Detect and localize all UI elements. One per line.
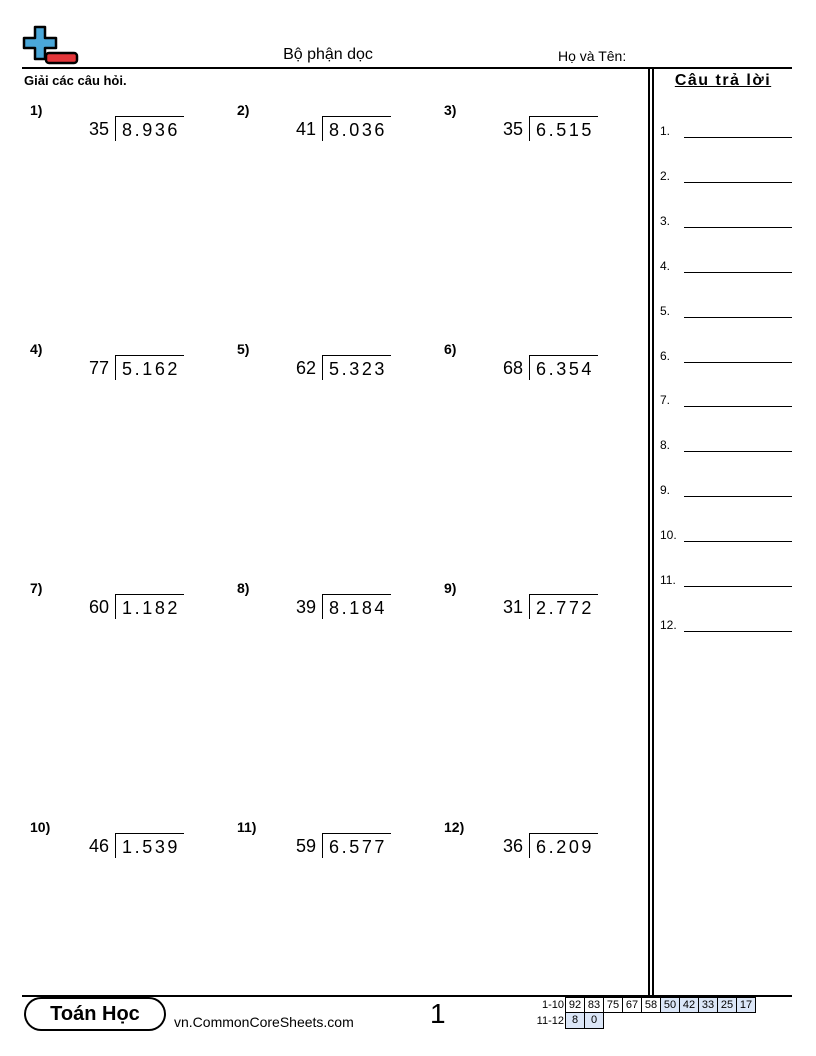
answer-row-10 [660,528,792,544]
divisor: 41 [295,119,316,139]
instructions: Giải các câu hỏi. [24,73,127,88]
name-field-label: Họ và Tên: [558,48,627,64]
answer-row-9 [660,483,792,499]
dividend: 8.036 [322,116,391,141]
answer-number: 10. [660,528,677,543]
answer-blank-line[interactable] [684,496,792,497]
answer-blank-line[interactable] [684,541,792,542]
problem-10 [30,819,230,879]
problem-number: 12) [444,819,465,835]
answer-blank-line[interactable] [684,317,792,318]
score-range-label: 11-12 [536,1015,564,1027]
answer-number: 5. [660,303,671,318]
dividend: 6.577 [322,833,391,858]
answer-blank-line[interactable] [684,182,792,183]
score-table [530,997,756,1029]
answer-number: 8. [660,438,671,453]
score-cell: 67 [622,997,642,1013]
answer-number: 12. [660,617,677,632]
answer-number: 11. [660,573,676,587]
problem-11 [237,819,437,879]
answer-blank-line[interactable] [684,586,792,587]
divisor: 39 [295,597,316,617]
header-divider [22,67,792,69]
score-cell: 0 [584,1013,604,1029]
answer-row-5 [660,304,792,320]
problem-4 [30,341,230,401]
problem-number: 9) [444,580,457,596]
answer-number: 2. [660,168,671,183]
answer-blank-line[interactable] [684,227,792,228]
divisor: 35 [88,119,109,139]
answer-blank-line[interactable] [684,137,792,138]
divisor: 68 [502,358,523,378]
answer-row-8 [660,438,792,454]
answer-row-3 [660,214,792,230]
answer-number: 3. [660,213,671,228]
problem-2 [237,102,437,162]
score-cell: 83 [584,997,604,1013]
dividend: 6.354 [529,355,598,380]
score-cell: 17 [736,997,756,1013]
answer-row-1 [660,124,792,140]
problem-number: 8) [237,580,250,596]
answer-row-11 [660,573,792,589]
dividend: 6.515 [529,116,598,141]
score-row [530,997,756,1013]
answer-blank-line[interactable] [684,272,792,273]
problem-3 [444,102,644,162]
problem-number: 1) [30,102,43,118]
answer-row-2 [660,169,792,185]
problem-number: 11) [237,819,257,835]
answer-column-divider [648,67,650,995]
answer-row-12 [660,618,792,634]
score-cell: 50 [660,997,680,1013]
answer-row-4 [660,259,792,275]
answer-number: 1. [660,124,671,138]
answer-blank-line[interactable] [684,362,792,363]
problem-number: 7) [30,580,43,596]
answer-number: 4. [660,258,671,273]
answer-blank-line[interactable] [684,631,792,632]
dividend: 5.162 [115,355,184,380]
problem-number: 6) [444,341,457,357]
problem-6 [444,341,644,401]
dividend: 6.209 [529,833,598,858]
divisor: 36 [502,836,523,856]
problem-number: 5) [237,341,250,357]
divisor: 62 [295,358,316,378]
problem-number: 4) [30,341,43,357]
dividend: 1.182 [115,594,184,619]
divisor: 59 [295,836,316,856]
score-cell: 75 [603,997,623,1013]
answer-blank-line[interactable] [684,451,792,452]
page-number: 1 [430,998,446,1029]
problem-number: 3) [444,102,457,118]
answer-blank-line[interactable] [684,406,792,407]
dividend: 1.539 [115,833,184,858]
score-range-label: 1-10 [541,999,564,1011]
divisor: 46 [88,836,109,856]
problem-12 [444,819,644,879]
answer-key-title: Câu trả lời [674,72,772,89]
divisor: 31 [502,597,523,617]
score-cell: 33 [698,997,718,1013]
answer-row-6 [660,349,792,365]
answer-number: 6. [660,348,671,363]
dividend: 8.184 [322,594,391,619]
dividend: 2.772 [529,594,598,619]
brand-label: Toán Học [26,999,164,1029]
dividend: 8.936 [115,116,184,141]
problem-7 [30,580,230,640]
score-cell: 8 [565,1013,585,1029]
score-row [530,1013,756,1029]
divisor: 77 [88,358,109,378]
site-url: vn.CommonCoreSheets.com [174,1014,354,1030]
answer-number: 7. [660,393,671,408]
score-cell: 92 [565,997,585,1013]
brand-badge [24,997,166,1031]
problem-number: 10) [30,819,51,835]
dividend: 5.323 [322,355,391,380]
problem-1 [30,102,230,162]
divisor: 35 [502,119,523,139]
score-cell: 58 [641,997,661,1013]
divisor: 60 [88,597,109,617]
answer-column-divider [652,67,654,995]
problem-9 [444,580,644,640]
answer-number: 9. [660,483,671,498]
score-cell: 42 [679,997,699,1013]
problem-5 [237,341,437,401]
page-title: Bộ phận dọc [283,46,373,63]
problem-8 [237,580,437,640]
problem-number: 2) [237,102,250,118]
answer-row-7 [660,393,792,409]
score-cell: 25 [717,997,737,1013]
